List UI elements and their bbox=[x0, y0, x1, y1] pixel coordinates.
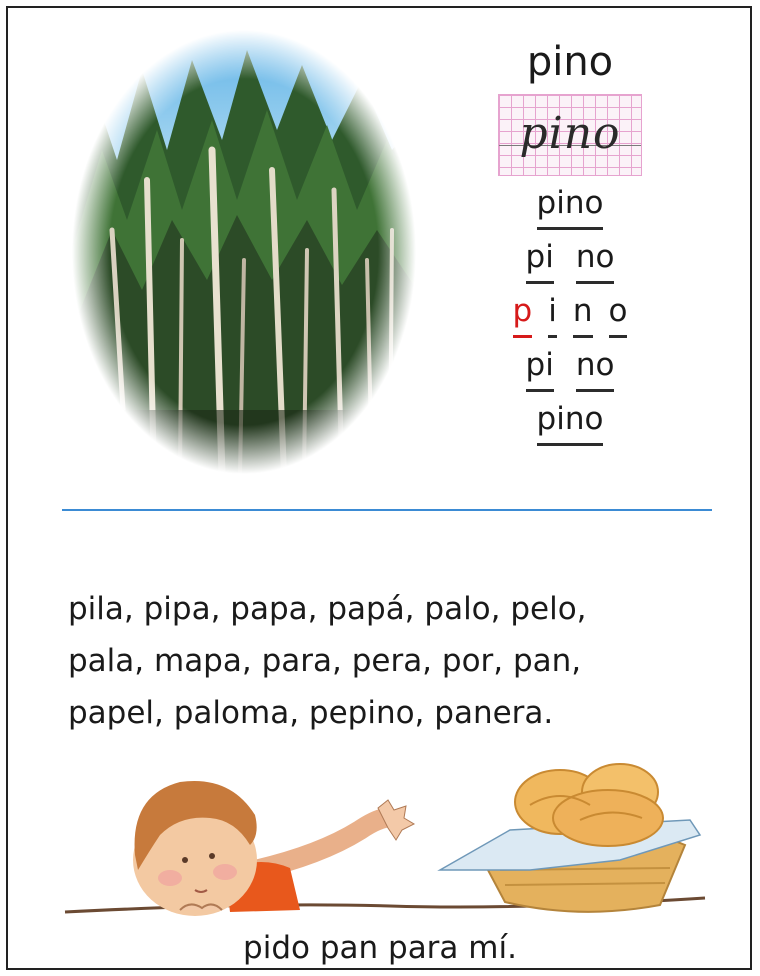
cursive-grid bbox=[498, 94, 642, 176]
letter-highlight: p bbox=[513, 294, 533, 338]
word-list-line: pala, mapa, para, pera, por, pan, bbox=[68, 643, 582, 679]
letter: o bbox=[609, 294, 628, 338]
full-word-row-2 bbox=[470, 392, 670, 446]
child-bread-illustration bbox=[60, 760, 710, 925]
syllable-row-2 bbox=[470, 338, 670, 392]
bread-basket bbox=[440, 764, 700, 912]
full-word: pino bbox=[537, 186, 604, 230]
section-divider bbox=[62, 509, 712, 511]
pine-forest-image bbox=[72, 30, 417, 475]
child-figure bbox=[133, 781, 414, 916]
full-word: pino bbox=[537, 402, 604, 446]
syllable: no bbox=[576, 240, 615, 284]
letter-row bbox=[470, 284, 670, 338]
caption: pido pan para mí. bbox=[243, 930, 517, 966]
word-breakdown bbox=[470, 38, 670, 446]
letter: i bbox=[548, 294, 557, 338]
word-list-line: papel, paloma, pepino, panera. bbox=[68, 695, 554, 731]
syllable-row-1 bbox=[470, 230, 670, 284]
cursive-word: pino bbox=[519, 108, 621, 159]
syllable: no bbox=[576, 348, 615, 392]
word-list-line: pila, pipa, papa, papá, palo, pelo, bbox=[68, 591, 587, 627]
title-word: pino bbox=[526, 39, 614, 85]
syllable: pi bbox=[526, 348, 554, 392]
syllable: pi bbox=[526, 240, 554, 284]
letter: n bbox=[573, 294, 593, 338]
full-word-row-1 bbox=[470, 176, 670, 230]
word-list bbox=[68, 583, 708, 739]
